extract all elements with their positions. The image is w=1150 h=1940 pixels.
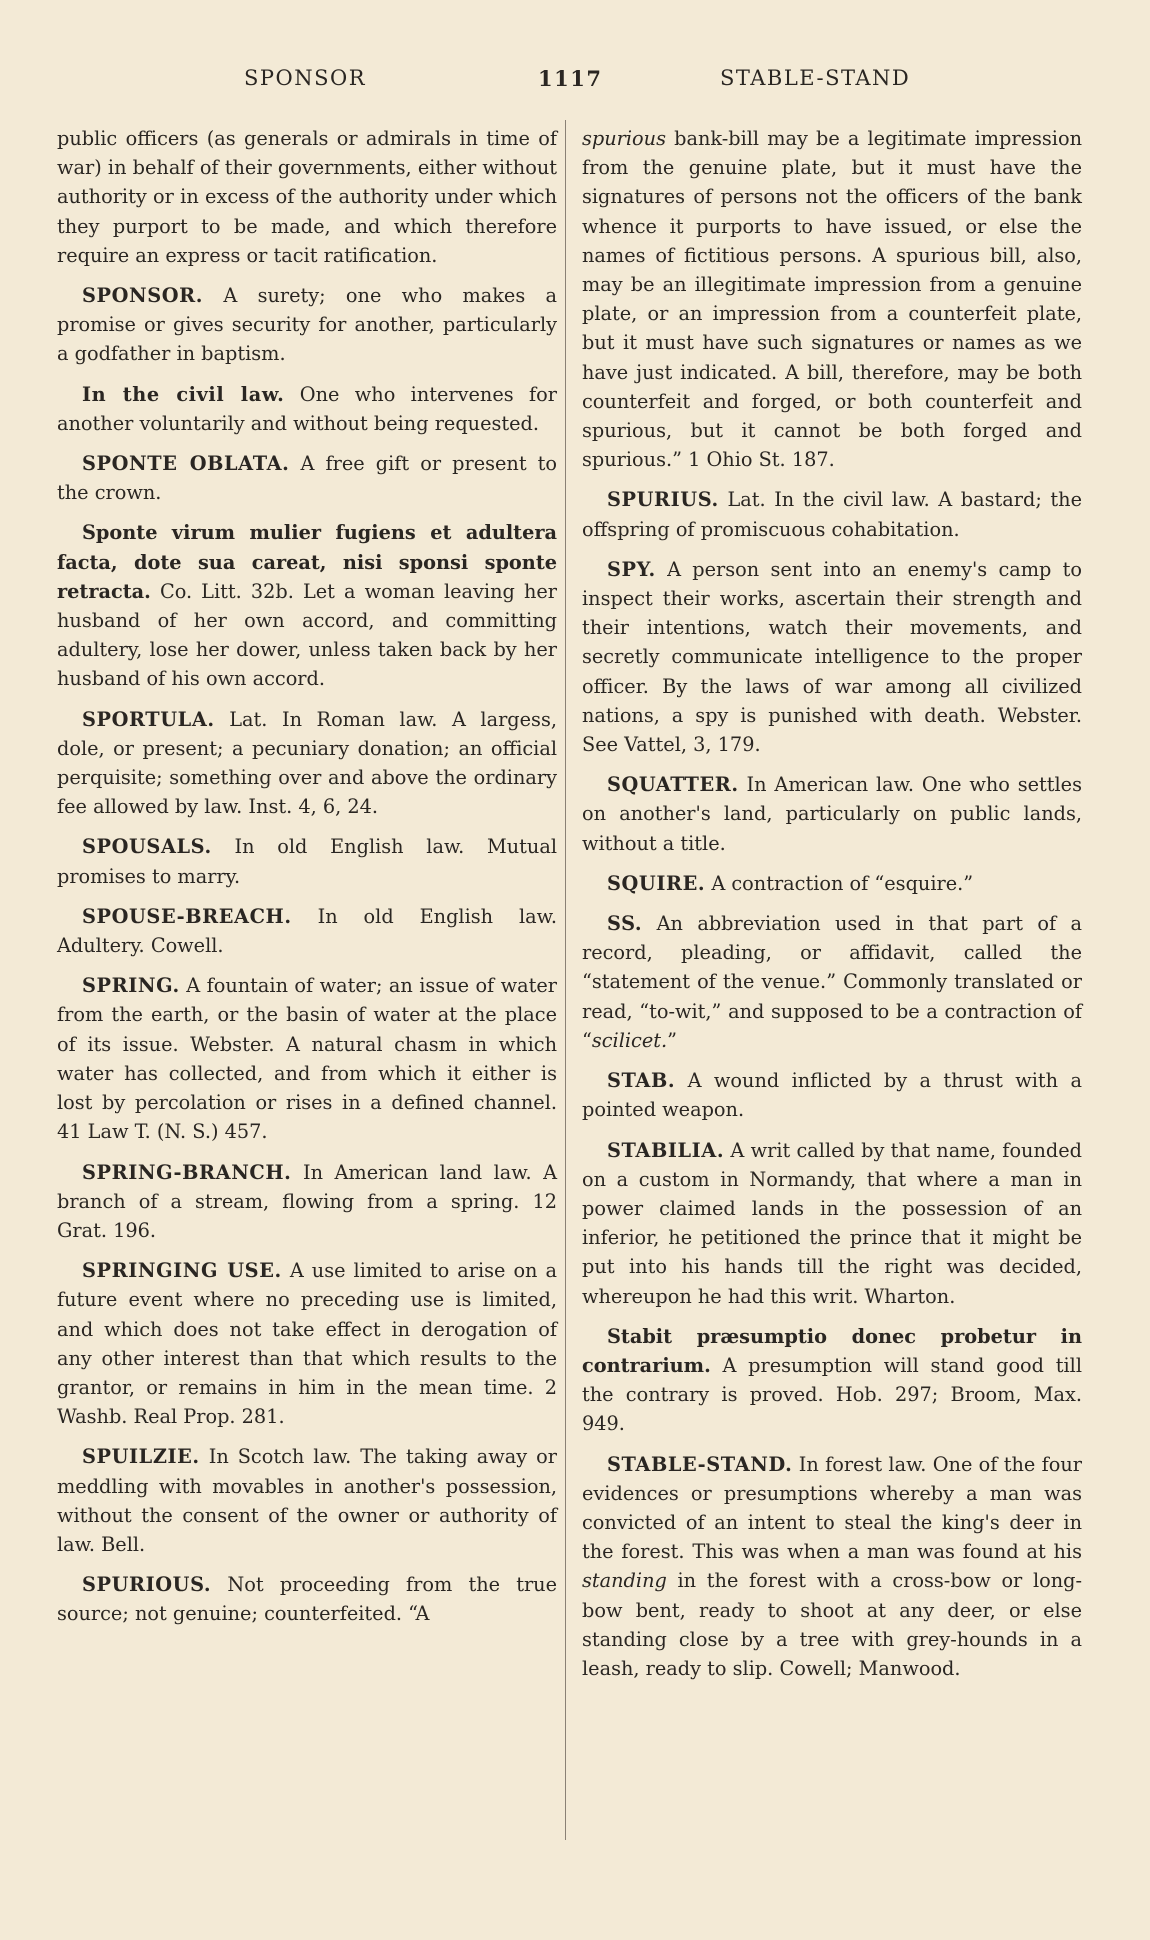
entry-definition: In Scotch law. The taking away or meddling with movables in another's possession, without the consent of the owner or authority of law. Bell. (57, 1445, 557, 1556)
entry-subhead: In the civil law. (82, 382, 285, 406)
entry-spurious-continued (582, 124, 1082, 474)
entry-squatter (582, 770, 1082, 858)
entry-term: SPOUSALS. (82, 835, 212, 859)
header-first-entry: SPONSOR (244, 66, 367, 90)
entry-definition: A writ called by that name, founded on a custom in Normandy, that where a man in power claimed lands in the possession of an inferior, he petitioned the prince that it might be put into his hands till the right was decided, whereupon he had this writ. Wharton. (582, 1138, 1082, 1308)
entry-stabilia (582, 1136, 1082, 1311)
entry-term: SS. (607, 912, 643, 936)
entry-term: SPRING-BRANCH. (82, 1160, 292, 1184)
italic-word: spurious (582, 127, 666, 150)
entry-definition: A surety; one who makes a promise or gives security for another, particularly a godfather in baptism. (57, 284, 557, 366)
entry-term: SPONTE OBLATA. (82, 452, 290, 476)
entry-ss (582, 909, 1082, 1055)
entry-definition: In forest law. One of the four evidences or presumptions whereby a man was convicted of an intent to steal the king's deer in the forest. This was when a man was found at his (582, 1452, 1082, 1564)
entry-sponte-maxim (57, 518, 557, 693)
entry-definition: A fountain of water; an issue of water from the earth, or the basin of water at the place of its issue. Webster. A natural chasm in which water has collected, and from which it either is lost by percolation or rises in a defined channel. 41 Law T. (N. S.) 457. (57, 974, 557, 1144)
italic-word: standing (582, 1569, 667, 1593)
maxim-translation: A presumption will stand good till the contrary is proved. Hob. 297; Broom, Max. 949. (582, 1353, 1082, 1436)
entry-term: SPUILZIE. (82, 1445, 200, 1469)
entry-spring-branch (57, 1158, 557, 1246)
latin-maxim: Sponte virum mulier fugiens et adultera facta, dote sua careat, nisi sponsi sponte retracta. (57, 521, 557, 603)
entry-spy (582, 555, 1082, 759)
entry-sponsor (57, 281, 557, 369)
entry-definition: Lat. In the civil law. A bastard; the offspring of promiscuous cohabitation. (582, 488, 1082, 541)
entry-definition: A use limited to arise on a future event where no preceding use is limited, and which does not take effect in derogation of any other interest than that which results to the grantor, or remains in him in the mean time. 2 Washb. Real Prop. 281. (57, 1259, 557, 1429)
italic-word: scilicet. (591, 1028, 668, 1052)
entry-term: SQUATTER. (607, 773, 739, 797)
latin-maxim: Stabit præsumptio donec probetur in contrarium. (582, 1324, 1082, 1377)
entry-term: SPONSOR. (82, 284, 204, 308)
closing-quote: ” (667, 1028, 677, 1052)
entry-sportula (57, 705, 557, 822)
entry-stabit-maxim (582, 1322, 1082, 1439)
right-column (582, 124, 1082, 1694)
entry-term: SPORTULA. (82, 707, 215, 731)
entry-term: STAB. (607, 1069, 676, 1093)
entry-definition: A person sent into an enemy's camp to inspect their works, ascertain their strength and their intentions, watch their movements, and secretly communicate intelligence to the proper officer. By the laws of war among all civilized nations, a spy is punished with death. Webster. See Vattel, 3, 179. (582, 557, 1082, 757)
entry-definition: Not proceeding from the true source; not genuine; counterfeited. “A (57, 1573, 557, 1626)
entry-squire (582, 869, 1082, 898)
maxim-translation: Co. Litt. 32b. Let a woman leaving her husband of her own accord, and committing adultery, lose her dower, unless taken back by her husband of his own accord. (57, 579, 557, 691)
entry-spring (57, 971, 557, 1146)
entry-definition: In old English law. Mutual promises to marry. (57, 835, 557, 888)
entry-sponsor-civil-law (57, 380, 557, 438)
page-number: 1117 (538, 66, 603, 91)
entry-spouse-breach (57, 902, 557, 960)
entry-spuilzie (57, 1442, 557, 1559)
left-column (57, 124, 557, 1640)
entry-term: SPRINGING USE. (82, 1259, 282, 1283)
entry-definition: A contraction of “esquire.” (711, 871, 974, 895)
entry-definition: An abbreviation used in that part of a record, pleading, or affidavit, called the “statement of the venue.” Commonly translated or read, “to-wit,” and supposed to be a contraction of “ (582, 912, 1082, 1052)
entry-term: SQUIRE. (607, 871, 706, 895)
entry-definition: A free gift or present to the crown. (57, 452, 557, 505)
entry-sponte-oblata (57, 449, 557, 507)
header-last-entry: STABLE-STAND (720, 66, 911, 90)
entry-term: STABILIA. (607, 1138, 725, 1162)
entry-stab (582, 1066, 1082, 1124)
entry-springing-use (57, 1256, 557, 1431)
entry-definition: In American land law. A branch of a stream, flowing from a spring. 12 Grat. 196. (57, 1160, 557, 1242)
entry-term: SPY. (607, 557, 656, 581)
entry-definition: bank-bill may be a legitimate impression from the genuine plate, but it must have the signatures of persons not the officers of the bank whence it purports to have issued, or else the names of fictitious persons. A spurious bill, also, may be an illegitimate impression from a genuine plate, or an impression from a counterfeit plate, but it must have such signatures or names as we have just indicated. A bill, therefore, may be both counterfeit and forged, or both counterfeit and spurious, but it cannot be both forged and spurious.” 1 Ohio St. 187. (582, 127, 1082, 472)
entry-spurius (582, 485, 1082, 543)
entry-spousals (57, 832, 557, 890)
page-header (240, 66, 940, 96)
entry-term: SPURIOUS. (82, 1573, 212, 1597)
entry-term: STABLE-STAND. (607, 1452, 793, 1476)
entry-definition-end: in the forest with a cross-bow or long-bow bent, ready to shoot at any deer, or else standing close by a tree with grey-hounds in a leash, ready to slip. Cowell; Manwood. (582, 1569, 1083, 1680)
entry-term: SPRING. (82, 974, 180, 998)
entry-stable-stand (582, 1450, 1082, 1684)
entry-spurious (57, 1570, 557, 1628)
entry-term: SPURIUS. (607, 488, 719, 512)
column-divider (565, 120, 566, 1840)
entry-definition: In American law. One who settles on another's land, particularly on public lands, without a title. (582, 773, 1082, 855)
entry-definition: A wound inflicted by a thrust with a pointed weapon. (582, 1069, 1082, 1122)
entry-definition: Lat. In Roman law. A largess, dole, or present; a pecuniary donation; an official perquisite; something over and above the ordinary fee allowed by law. Inst. 4, 6, 24. (57, 707, 557, 819)
entry-definition: One who intervenes for another voluntarily and without being requested. (57, 382, 557, 435)
entry-definition: In old English law. Adultery. Cowell. (57, 904, 557, 958)
entry-term: SPOUSE-BREACH. (82, 904, 292, 928)
continued-entry-text: public officers (as generals or admirals in time of war) in behalf of their governments, either without authority or in excess of the authority under which they purport to be made, and which therefore require an express or tacit ratification. (57, 127, 557, 267)
